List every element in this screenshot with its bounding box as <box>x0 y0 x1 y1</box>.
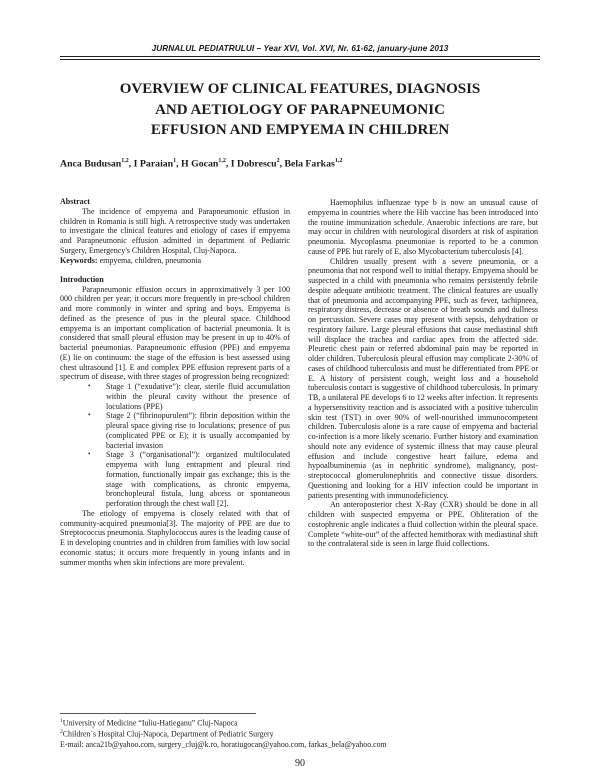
stage-item <box>60 382 290 411</box>
footnote-text: Children`s Hospital Cluj-Napoca, Department of Pediatric Surgery <box>62 730 274 739</box>
footnote-marker: 2 <box>60 729 63 736</box>
title-line-2: AND AETIOLOGY OF PARAPNEUMONIC <box>155 101 445 118</box>
author-separator: , <box>279 158 285 170</box>
footnote-marker: 1 <box>60 718 63 724</box>
author-separator: , <box>128 158 134 170</box>
author-list <box>60 158 540 169</box>
introduction-paragraph-3: Haemophilus influenzae type b is now an unusual cause of empyema in countries where the Hib vaccine has been introduced into the routine immunization schedule. Anaerobic infections are rare, but may occur in children with neurological disorders at risk of aspiration pneumonia. Mycoplasma pneumoniae is reported to be a common cause of PPE but rarely of E, also Mycobacterium tuberculosis [4]. <box>308 198 538 256</box>
footnotes <box>60 717 540 750</box>
title-line-3: EFFUSION AND EMPYEMA IN CHILDREN <box>150 122 450 138</box>
footnote <box>60 717 540 728</box>
keywords-value: empyema, children, pneumonia <box>97 255 202 265</box>
introduction-paragraph-5: An anteroposterior chest X-Ray (CXR) should be done in all children with suspected empyema or PPE. Obliteration of the costophrenic angle indicates a fluid collection within the pleural space. Complete “white-out” of the affected hemithorax with mediastinal shift to the contralateral side is seen in large fluid collections. <box>308 500 539 549</box>
introduction-paragraph-4: Children usually present with a severe pneumonia, or a pneumonia that not respond well to initial therapy. Empyema should be suspected in a child with pneumonia who remains persistently febrile despite adequate antibiotic treatment. The clinical features are usually that of pneumonia and accompanying PPE, such as fever, tachipneea, respiratory distress, decrease or absence of breath sounds and dullness on percussion. Severe cases may present with sepsis, dehydration or respiratory failure. Large pleural effusions that cause mediastinal shift will displace the trachea and cardiac apex from the affected side. Pleuretic chest pain or referred abdominal pain may be reported in older children. Tuberculosis pleural effusion may complicate 2-30% of cases of childhood tuberculosis and must be differentiated from PPE or E. A history of persistent cough, weight loss and a household tuberculosis contact is suggestive of childhood tuberculosis. In primary TB, a unilateral PE develops 6 to 12 weeks after infection. It represents a hypersensitivity reaction and is associated with a positive tuberculin skin test (TST) in over 90% of well-nourished immunocompetent children. Tuberculosis alone is a rare cause of empyema and bacterial co-infection is a more likely scenario. Further history and examination should note any evidence of systemic illness that may cause pleural effusion and include congestive heart failure, edema and hypoalbuminemia (as in nephritic syndrome), malignancy, post-streptococcal glomerulonephritis and connective tissue disorders. Questioning and looking for a HIV infection could be important in patients presenting with immunodeficiency. <box>308 256 538 500</box>
footnote <box>60 728 540 739</box>
abstract-text: The incidence of empyema and Parapneumonic effusion in children in Romania is still high. A retrospective study was undertaken to investigate the clinical features and etiology of cases if empyema and Parapneumonic effusion admitted in department of Pediatric Surgery, Emergency's Children Hospital, Cluj-Napoca. <box>60 206 290 255</box>
footnote-email <box>60 740 540 750</box>
author-name: Anca Budusan <box>60 158 122 170</box>
footnote-rule <box>60 713 256 714</box>
introduction-heading: Introduction <box>60 274 104 284</box>
stage-list <box>60 382 290 509</box>
running-head: JURNALUL PEDIATRULUI – Year XVI, Vol. XVI, Nr. 61-62, january-june 2013 <box>151 44 449 53</box>
page-number: 90 <box>295 758 305 769</box>
author-name: I Paraian <box>133 158 174 170</box>
right-column <box>308 198 538 549</box>
author-name: I Dobrescu <box>230 158 277 170</box>
introduction-paragraph-1: Parapneumonic effusion occurs in approximatively 3 per 100 000 children per year; it occurs more frequently in pre-school children and more commonly in winter and spring and boys. Empyema is defined as the presence of pus in the pleural space. Childhood empyema is an important complication of bacterial pneumonia. It is considered that small pleural effusion may be present in up to 40% of bacterial pneumonias. Parapneumonic effusion (PPE) and empyema (E) lie on continuum: the stage of the effusion is best assessed using chest ultrasound [1]. E and complex PPE effusion represent parts of a spectrum of disease, with three stages of progression being recognized: <box>60 284 290 382</box>
stage-text: Stage 2 (“fibrinopurulent”): fibrin deposition within the pleural space giving rise to loculations; presence of pus (complicated PPE or E); it is usually accompanied by bacterial invasion <box>106 411 290 450</box>
footnote-text: E-mail: anca21b@yahoo.com, surgery_cluj@k.ro, horatiugocan@yahoo.com, farkas_bela@yahoo.com <box>60 739 387 749</box>
keywords-label: Keywords: <box>60 255 98 265</box>
abstract-heading: Abstract <box>60 197 90 206</box>
stage-text: Stage 3 (“organisational”): organized multiloculated empyema with lung entrapment and pleural rind formation, functionally impair gas exchange; this is the stage with complications, as chronic empyema, bronchopleural fistula, lung abcess or spontaneous perforation through the chest wall [2]. <box>106 450 290 508</box>
title-line-1: OVERVIEW OF CLINICAL FEATURES, DIAGNOSIS <box>119 81 481 97</box>
author-affiliation: 2 <box>276 158 280 164</box>
keywords-line <box>60 256 290 266</box>
author-affiliation: 1,2 <box>218 158 226 164</box>
left-column <box>60 197 290 567</box>
author-separator: , <box>176 158 182 170</box>
author-affiliation: 1 <box>173 158 177 164</box>
stage-item <box>60 450 290 509</box>
bullet-icon: • <box>88 411 91 420</box>
author-name: H Gocan <box>181 158 219 170</box>
introduction-paragraph-2: The etiology of empyema is closely related with that of community-acquired pneumonia[3]. The majority of PPE are due to Streptococcus pneumonia. Staphylococcus aures is the leading cause of E in developing countries and in children from families with low social economic status; it occurs more frequently in young infants and in summer months when skin infections are more prevalent. <box>60 508 290 567</box>
author-affiliation: 1,2 <box>334 158 343 164</box>
footnote-text: University of Medicine “Iuliu-Hatieganu” Cluj-Napoca <box>62 718 238 728</box>
header-rule-top <box>60 56 540 57</box>
stage-text: Stage 1 (“exudative”): clear, sterile fluid accumulation within the pleural cavity without the presence of loculations (PPE) <box>106 382 290 411</box>
stage-item <box>60 411 290 450</box>
author-affiliation: 1,2 <box>121 158 129 164</box>
author-name: Bela Farkas <box>284 158 335 170</box>
article-title <box>60 79 540 141</box>
bullet-icon: • <box>88 382 91 390</box>
author-separator: , <box>225 158 231 170</box>
header-rule-bottom <box>60 59 540 60</box>
bullet-icon: • <box>88 450 91 459</box>
